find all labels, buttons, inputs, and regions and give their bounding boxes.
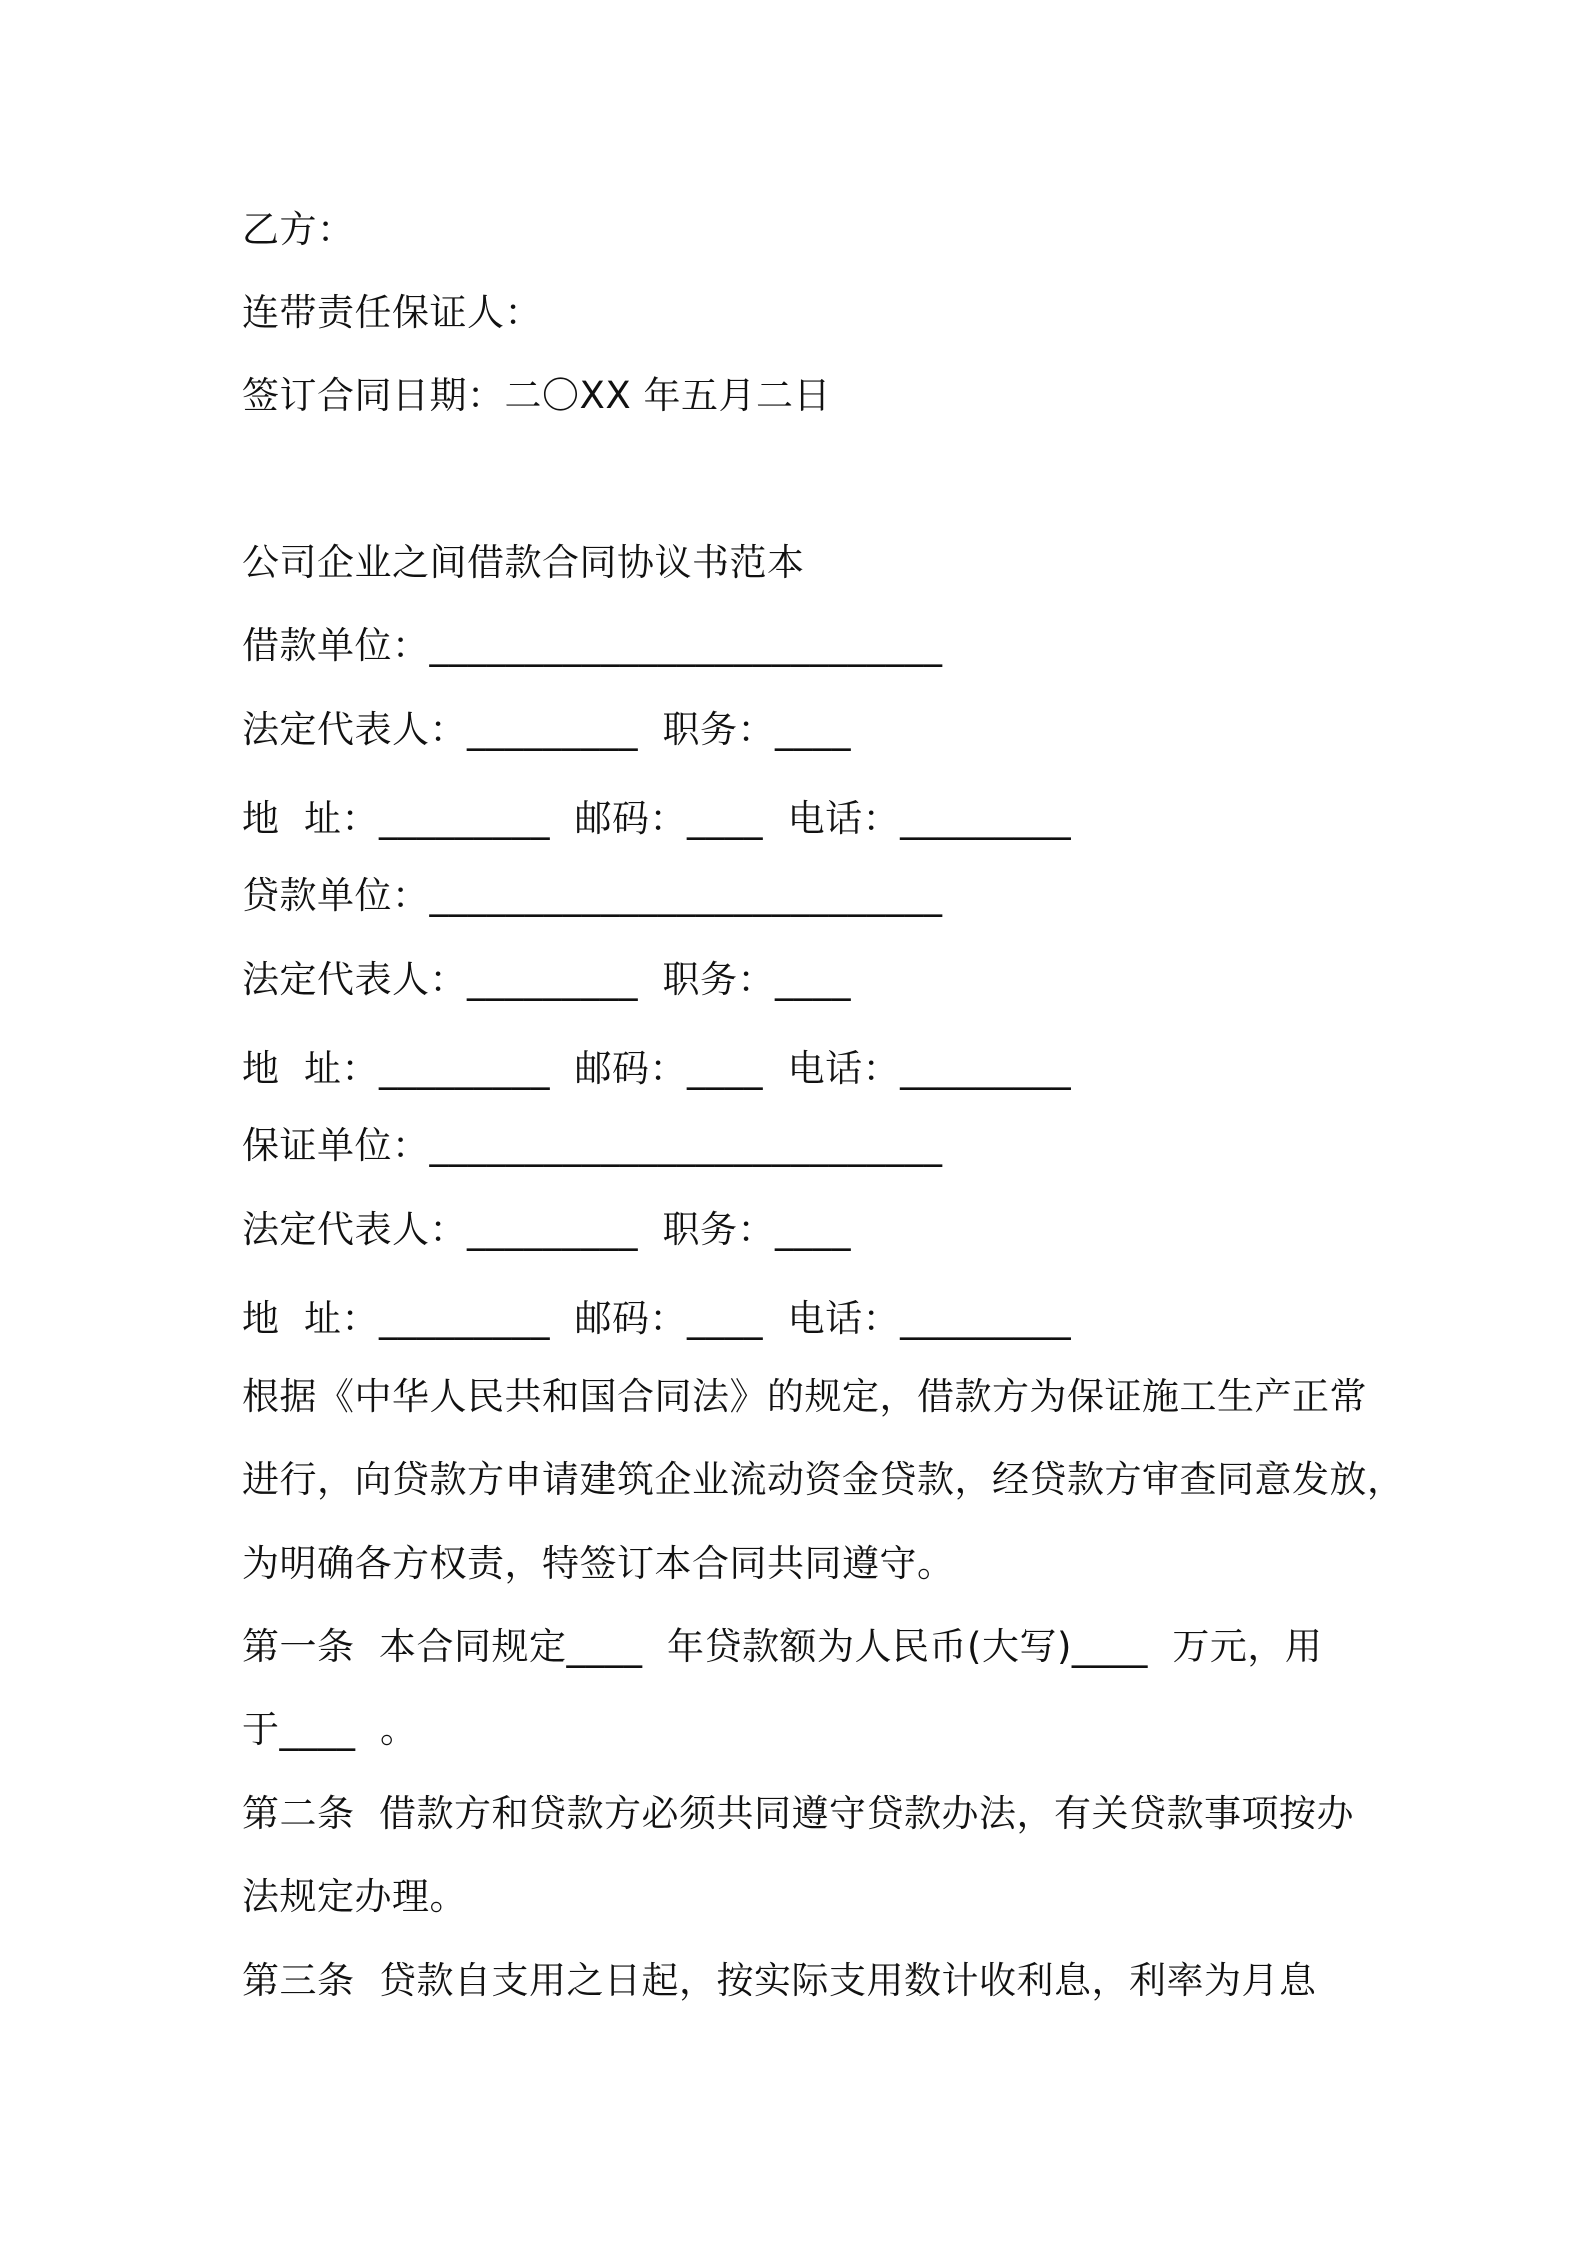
lender-unit-field: 贷款单位：___________________________ bbox=[242, 874, 943, 917]
guarantor-label: 连带责任保证人： bbox=[242, 291, 542, 334]
article-1-line: 于____ 。 bbox=[242, 1708, 418, 1751]
guarantor-address-field: 地 址：_________ 邮码：____ 电话：_________ bbox=[242, 1297, 1072, 1340]
lender-rep-field: 法定代表人：_________ 职务：____ bbox=[242, 958, 852, 1001]
article-2-line: 法规定办理。 bbox=[242, 1875, 467, 1918]
borrower-rep-field: 法定代表人：_________ 职务：____ bbox=[242, 708, 852, 751]
article-1-line: 第一条 本合同规定____ 年贷款额为人民币(大写)____ 万元，用 bbox=[242, 1625, 1323, 1668]
article-3-line: 第三条 贷款自支用之日起，按实际支用数计收利息，利率为月息 bbox=[242, 1959, 1317, 2002]
preamble-line: 进行，向贷款方申请建筑企业流动资金贷款，经贷款方审查同意发放， bbox=[242, 1458, 1405, 1501]
borrower-address-field: 地 址：_________ 邮码：____ 电话：_________ bbox=[242, 797, 1072, 840]
sign-date: 签订合同日期：二〇XX 年五月二日 bbox=[242, 374, 831, 417]
article-2-line: 第二条 借款方和贷款方必须共同遵守贷款办法，有关贷款事项按办 bbox=[242, 1792, 1355, 1835]
guarantor-rep-field: 法定代表人：_________ 职务：____ bbox=[242, 1208, 852, 1251]
contract-title: 公司企业之间借款合同协议书范本 bbox=[242, 541, 805, 584]
party-b-label: 乙方： bbox=[242, 208, 355, 251]
preamble-line: 根据《中华人民共和国合同法》的规定，借款方为保证施工生产正常 bbox=[242, 1375, 1367, 1418]
guarantor-unit-field: 保证单位：___________________________ bbox=[242, 1124, 943, 1167]
borrower-unit-field: 借款单位：___________________________ bbox=[242, 624, 943, 667]
preamble-line: 为明确各方权责，特签订本合同共同遵守。 bbox=[242, 1542, 955, 1585]
lender-address-field: 地 址：_________ 邮码：____ 电话：_________ bbox=[242, 1047, 1072, 1090]
